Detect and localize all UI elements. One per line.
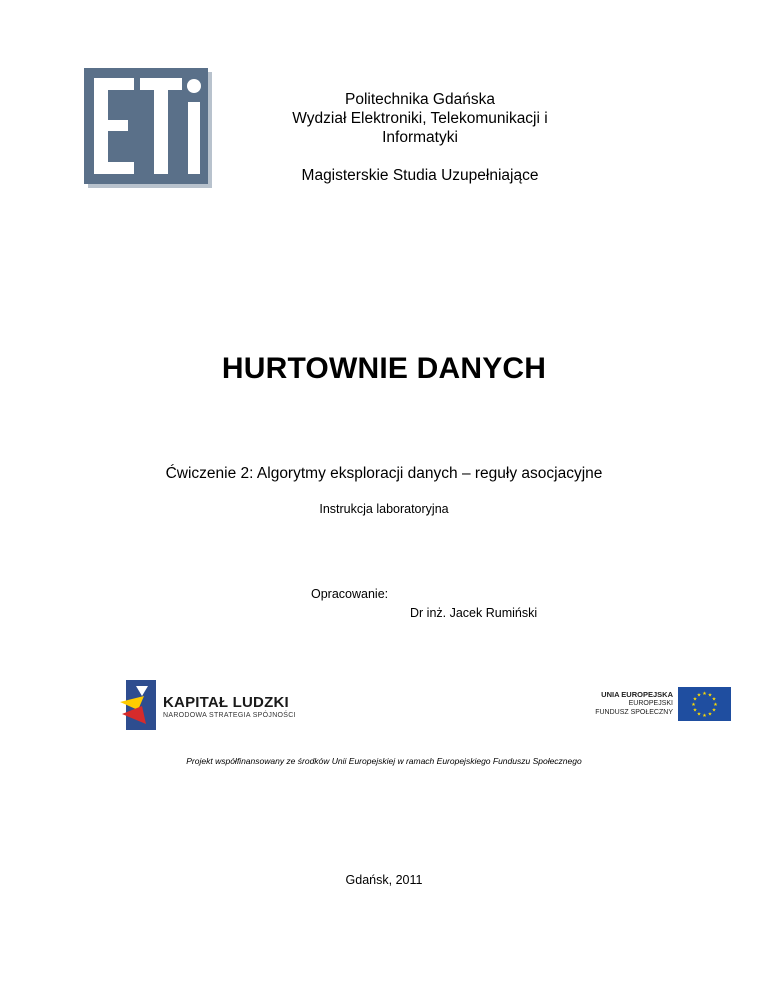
eu-star-icon: ★ bbox=[711, 696, 717, 703]
eu-star-icon: ★ bbox=[713, 702, 718, 708]
study-subtitle: Magisterskie Studia Uzupełniające bbox=[301, 167, 539, 184]
institution-line-3: Informatyki bbox=[382, 129, 458, 146]
eu-line-2: EUROPEJSKI bbox=[628, 700, 673, 707]
prepared-by-label: Opracowanie: bbox=[311, 587, 389, 601]
eu-line-3: FUNDUSZ SPOŁECZNY bbox=[595, 709, 673, 716]
eu-line-1: UNIA EUROPEJSKA bbox=[601, 690, 673, 699]
kapital-ludzki-title: KAPITAŁ LUDZKI bbox=[163, 694, 289, 711]
eu-flag-icon bbox=[678, 687, 731, 721]
eu-star-icon: ★ bbox=[696, 711, 702, 718]
document-title: HURTOWNIE DANYCH bbox=[221, 352, 547, 385]
eti-logo bbox=[84, 68, 214, 190]
eu-star-icon: ★ bbox=[696, 692, 702, 699]
eu-star-icon: ★ bbox=[711, 707, 717, 714]
eu-star-icon: ★ bbox=[702, 691, 707, 697]
project-note: Projekt współfinansowany ze środków Unii Europejskiej w ramach Europejskiego Funduszu Społecznego bbox=[186, 756, 582, 766]
exercise-title: Ćwiczenie 2: Algorytmy eksploracji danych – reguły asocjacyjne bbox=[165, 465, 603, 482]
eu-star-icon: ★ bbox=[692, 707, 698, 714]
eu-star-icon: ★ bbox=[707, 711, 713, 718]
eu-fund-text bbox=[595, 690, 673, 717]
institution-line-2: Wydział Elektroniki, Telekomunikacji i bbox=[292, 110, 548, 127]
institution-line-1: Politechnika Gdańska bbox=[345, 91, 495, 108]
eu-star-icon: ★ bbox=[691, 702, 696, 708]
instruction-type: Instrukcja laboratoryjna bbox=[319, 502, 449, 516]
place-date: Gdańsk, 2011 bbox=[345, 873, 423, 887]
institution-block bbox=[255, 90, 585, 147]
eu-star-icon: ★ bbox=[692, 696, 698, 703]
author-name: Dr inż. Jacek Rumiński bbox=[410, 606, 538, 620]
eu-star-icon: ★ bbox=[702, 713, 707, 719]
eu-star-icon: ★ bbox=[707, 692, 713, 699]
kapital-ludzki-subtitle: NARODOWA STRATEGIA SPÓJNOŚCI bbox=[163, 712, 296, 719]
